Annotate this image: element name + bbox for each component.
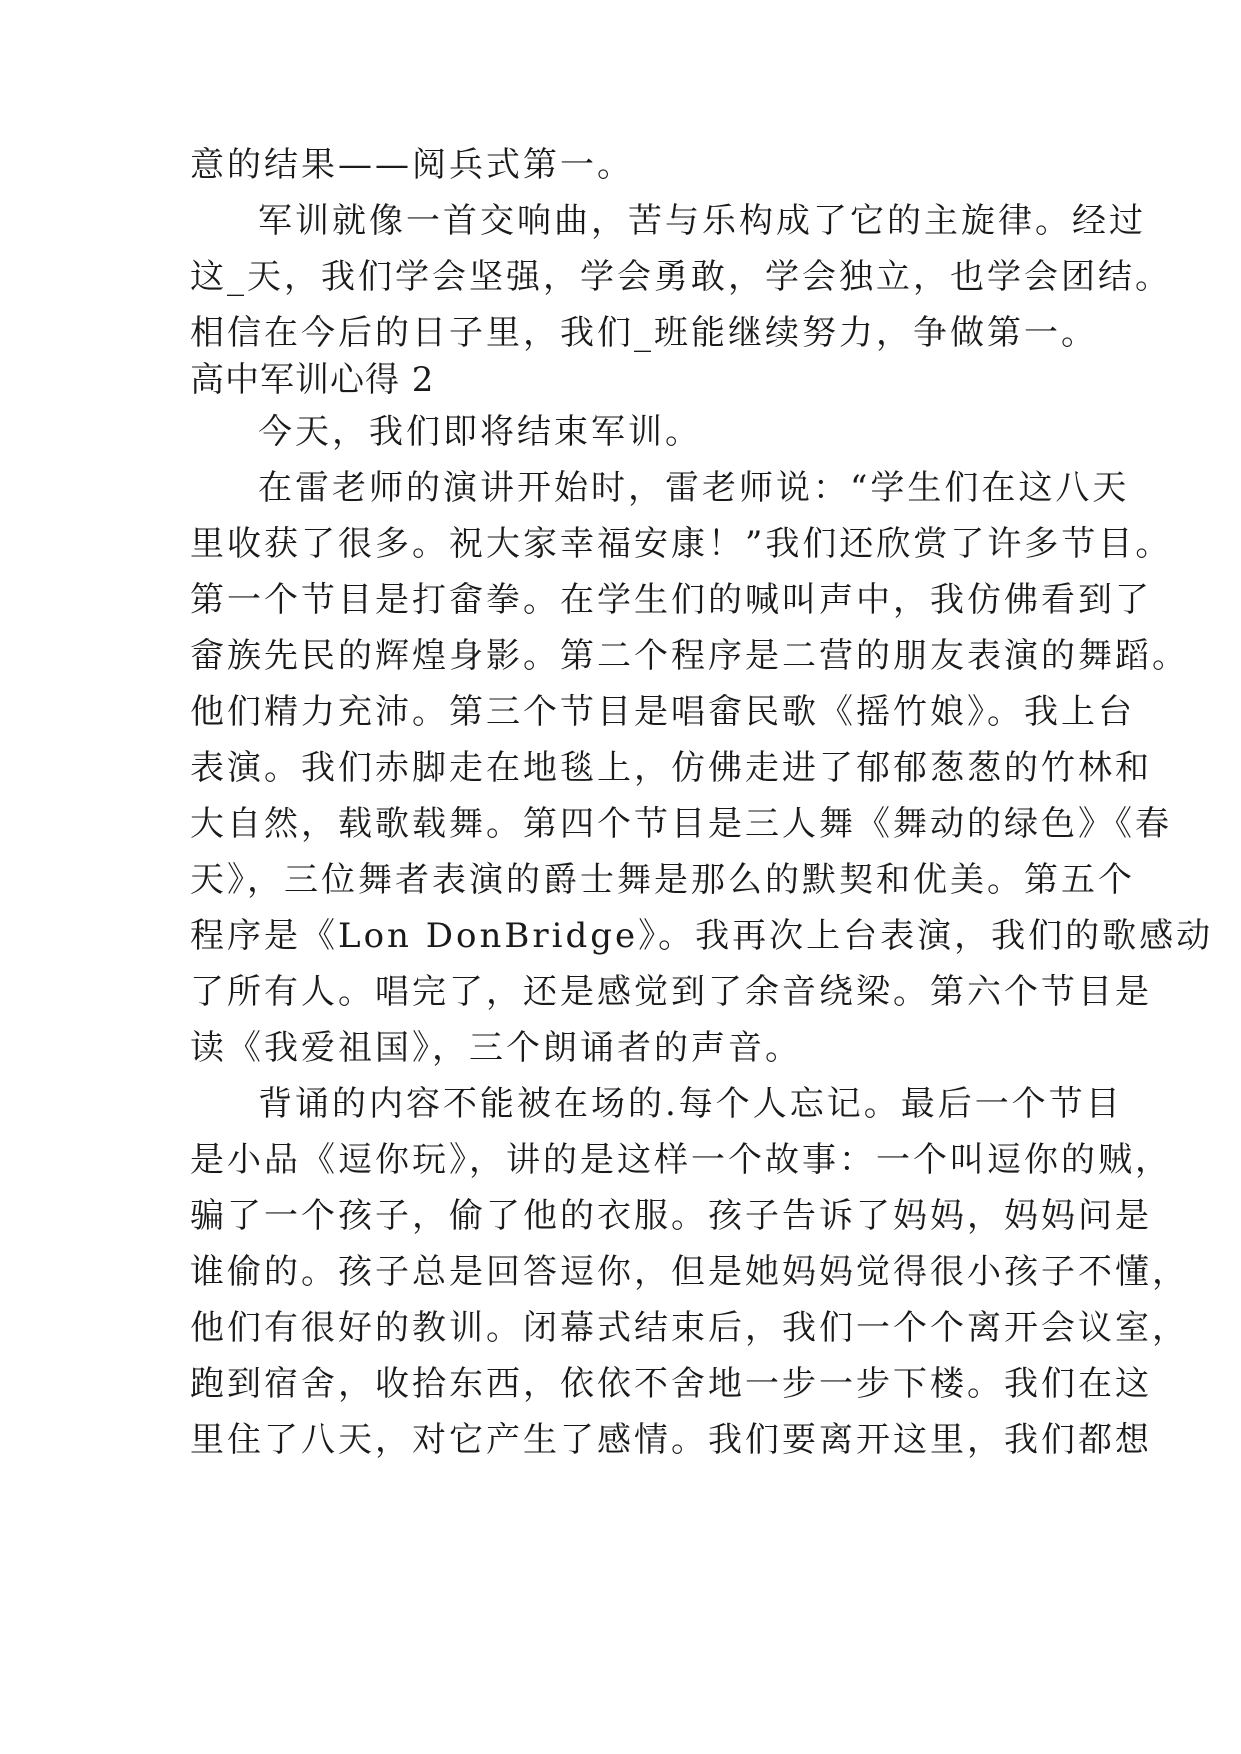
text-line: 表演。我们赤脚走在地毯上，仿佛走进了郁郁葱葱的竹林和 [190,748,1152,788]
text-line: 骗了一个孩子，偷了他的衣服。孩子告诉了妈妈，妈妈问是 [190,1196,1152,1236]
text-line: 跑到宿舍，收拾东西，依依不舍地一步一步下楼。我们在这 [190,1364,1152,1404]
text-line: 了所有人。唱完了，还是感觉到了余音绕梁。第六个节目是 [190,972,1152,1012]
text-line: 相信在今后的日子里，我们_班能继续努力，争做第一。 [190,313,1098,353]
text-line: 他们精力充沛。第三个节目是唱畲民歌《摇竹娘》。我上台 [190,692,1135,732]
text-line: 意的结果——阅兵式第一。 [190,145,634,185]
text-line: 大自然，载歌载舞。第四个节目是三人舞《舞动的绿色》《春 [190,804,1172,844]
text-line: 他们有很好的教训。闭幕式结束后，我们一个个离开会议室， [190,1308,1189,1348]
paragraph-first-line: 军训就像一首交响曲，苦与乐构成了它的主旋律。经过 [258,201,1146,241]
text-line: 这_天，我们学会坚强，学会勇敢，学会独立，也学会团结。 [190,257,1172,297]
text-line: 天》，三位舞者表演的爵士舞是那么的默契和优美。第五个 [190,860,1135,900]
paragraph-first-line: 在雷老师的演讲开始时，雷老师说：“学生们在这八天 [258,468,1130,508]
text-line: 程序是《Lon DonBridge》。我再次上台表演，我们的歌感动 [190,916,1214,956]
text-line: 第一个节目是打畲拳。在学生们的喊叫声中，我仿佛看到了 [190,580,1152,620]
section-heading: 高中军训心得 2 [190,360,435,400]
text-line: 畲族先民的辉煌身影。第二个程序是二营的朋友表演的舞蹈。 [190,636,1189,676]
text-line: 谁偷的。孩子总是回答逗你，但是她妈妈觉得很小孩子不懂， [190,1252,1189,1292]
text-line: 里收获了很多。祝大家幸福安康！”我们还欣赏了许多节目。 [190,524,1173,564]
text-line: 是小品《逗你玩》，讲的是这样一个故事：一个叫逗你的贼， [190,1140,1172,1180]
paragraph-first-line: 背诵的内容不能被在场的.每个人忘记。最后一个节目 [258,1084,1123,1124]
paragraph-first-line: 今天，我们即将结束军训。 [258,412,702,452]
text-line: 里住了八天，对它产生了感情。我们要离开这里，我们都想 [190,1420,1152,1460]
text-line: 读《我爱祖国》，三个朗诵者的声音。 [190,1028,802,1068]
